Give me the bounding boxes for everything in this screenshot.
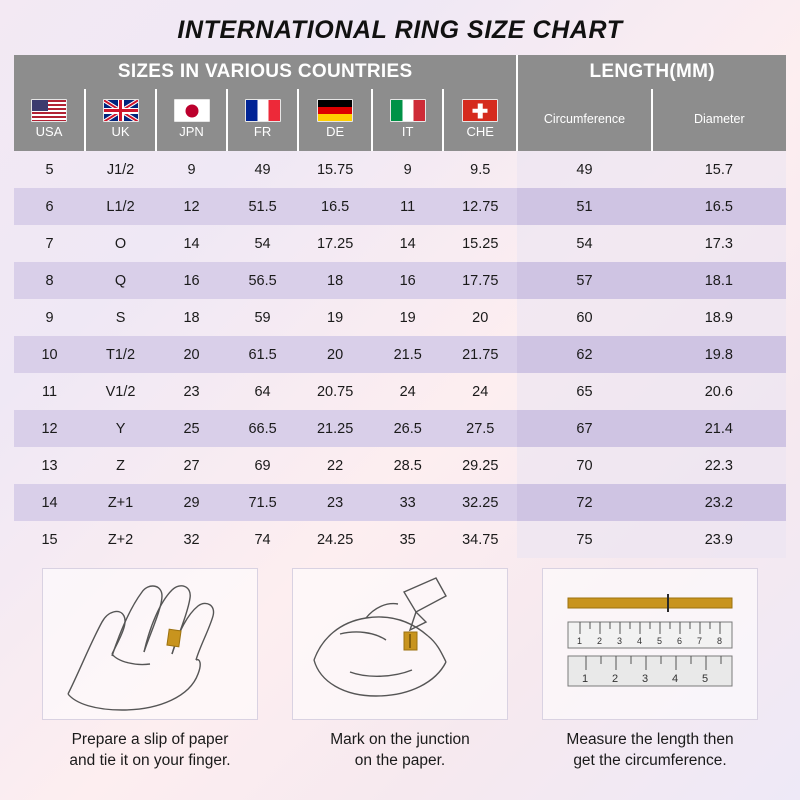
table-cell: 21.25 xyxy=(298,410,372,447)
column-header-it xyxy=(372,89,443,151)
group-header-length: LENGTH(MM) xyxy=(517,55,786,89)
table-cell: 21.75 xyxy=(443,336,517,373)
column-header-che xyxy=(443,89,517,151)
instruction-step-3 xyxy=(542,568,758,772)
table-cell: 12 xyxy=(156,188,227,225)
table-cell: 9.5 xyxy=(470,161,491,178)
table-cell: 18.9 xyxy=(652,299,786,336)
svg-text:2: 2 xyxy=(597,636,603,646)
table-cell: 24 xyxy=(399,383,416,400)
table-cell: 54 xyxy=(254,235,271,252)
table-cell: 70 xyxy=(517,447,651,484)
column-label-uk: UK xyxy=(111,124,130,139)
italy-flag-icon xyxy=(390,99,426,122)
table-cell: 32 xyxy=(183,531,200,548)
table-cell: L1/2 xyxy=(85,188,156,225)
table-cell: 51.5 xyxy=(227,188,298,225)
table-row xyxy=(14,188,786,225)
table-cell: 18.1 xyxy=(652,262,786,299)
instructions-section xyxy=(14,568,786,772)
usa-flag-icon xyxy=(31,99,67,122)
table-body xyxy=(14,151,786,558)
table-cell: 6 xyxy=(14,188,85,225)
table-cell: 17.25 xyxy=(316,235,354,252)
table-row xyxy=(14,151,786,188)
column-header-uk xyxy=(85,89,156,151)
column-label-circumference: Circumference xyxy=(543,112,626,126)
table-cell: 18 xyxy=(183,309,200,326)
table-cell: 65 xyxy=(517,373,651,410)
table-cell: 27.5 xyxy=(443,410,517,447)
switzerland-flag-icon xyxy=(462,99,498,122)
svg-text:1: 1 xyxy=(577,636,583,646)
germany-flag-icon xyxy=(317,99,353,122)
table-cell: 67 xyxy=(517,410,651,447)
column-label-de: DE xyxy=(326,124,345,139)
table-row xyxy=(14,447,786,484)
table-cell: 15.25 xyxy=(462,235,499,252)
table-cell: 69 xyxy=(254,457,271,474)
table-cell: 62 xyxy=(517,336,651,373)
table-cell: 18 xyxy=(298,262,372,299)
table-cell: 56.5 xyxy=(227,262,298,299)
svg-text:5: 5 xyxy=(702,673,709,685)
table-cell: 49 xyxy=(254,161,271,178)
table-cell: 27 xyxy=(183,457,200,474)
table-cell: 15 xyxy=(41,531,58,548)
svg-text:4: 4 xyxy=(672,673,679,685)
column-label-usa: USA xyxy=(35,124,63,139)
table-cell: 28.5 xyxy=(393,457,422,474)
table-cell: 17.75 xyxy=(443,262,517,299)
table-cell: 64 xyxy=(254,383,271,400)
group-header-sizes: SIZES IN VARIOUS COUNTRIES xyxy=(14,55,517,89)
table-cell: 7 xyxy=(45,235,54,252)
table-cell: 14 xyxy=(183,235,200,252)
table-cell: 9 xyxy=(45,309,54,326)
table-cell: T1/2 xyxy=(85,336,156,373)
table-cell: O xyxy=(114,235,127,252)
column-header-de xyxy=(298,89,372,151)
table-row xyxy=(14,262,786,299)
table-cell: 33 xyxy=(372,484,443,521)
table-cell: 12.75 xyxy=(443,188,517,225)
column-label-diameter: Diameter xyxy=(693,112,745,126)
table-cell: 35 xyxy=(399,531,416,548)
hand-with-paper-strip-icon xyxy=(42,568,258,720)
column-label-it: IT xyxy=(401,124,414,139)
table-row xyxy=(14,336,786,373)
table-row xyxy=(14,225,786,262)
table-cell: 9 xyxy=(403,161,412,178)
svg-text:4: 4 xyxy=(637,636,643,646)
svg-text:7: 7 xyxy=(697,636,703,646)
table-cell: 29.25 xyxy=(462,457,499,474)
table-cell: 16.5 xyxy=(652,188,786,225)
table-cell: Z xyxy=(116,457,125,474)
table-cell: Q xyxy=(85,262,156,299)
page-title: INTERNATIONAL RING SIZE CHART xyxy=(177,16,623,44)
table-cell: 23.2 xyxy=(652,484,786,521)
instruction-step-1 xyxy=(42,568,258,772)
table-row xyxy=(14,410,786,447)
table-country-header-row xyxy=(14,89,786,151)
table-cell: 19 xyxy=(327,309,344,326)
table-cell: 23.9 xyxy=(652,521,786,558)
table-cell: 16 xyxy=(372,262,443,299)
table-cell: 61.5 xyxy=(227,336,298,373)
table-cell: 16.5 xyxy=(298,188,372,225)
column-header-circumference xyxy=(517,89,651,151)
table-cell: 14 xyxy=(399,235,416,252)
table-cell: 17.3 xyxy=(652,225,786,262)
column-header-diameter xyxy=(652,89,786,151)
table-cell: 22 xyxy=(327,457,344,474)
table-cell: 26.5 xyxy=(372,410,443,447)
table-group-header-row xyxy=(14,55,786,89)
table-cell: 23 xyxy=(183,383,200,400)
table-cell: 10 xyxy=(14,336,85,373)
svg-text:1: 1 xyxy=(582,673,589,685)
table-cell: 9 xyxy=(187,161,196,178)
table-cell: 15.75 xyxy=(316,161,354,178)
table-cell: Y xyxy=(85,410,156,447)
table-row xyxy=(14,299,786,336)
table-cell: 60 xyxy=(517,299,651,336)
table-cell: 24.25 xyxy=(316,531,354,548)
table-row xyxy=(14,373,786,410)
table-cell: 11 xyxy=(41,383,58,400)
table-cell: 29 xyxy=(156,484,227,521)
table-cell: 8 xyxy=(14,262,85,299)
table-cell: 34.75 xyxy=(462,531,499,548)
table-cell: 21.4 xyxy=(652,410,786,447)
svg-text:6: 6 xyxy=(677,636,683,646)
table-cell: 32.25 xyxy=(443,484,517,521)
ring-size-table xyxy=(14,55,786,558)
instruction-caption-2: Mark on the junction on the paper. xyxy=(330,731,470,769)
table-cell: 51 xyxy=(517,188,651,225)
table-cell: 15.7 xyxy=(652,151,786,188)
table-cell: 74 xyxy=(254,531,271,548)
column-header-jpn xyxy=(156,89,227,151)
table-cell: 23 xyxy=(298,484,372,521)
table-cell: 57 xyxy=(517,262,651,299)
svg-text:8: 8 xyxy=(717,636,723,646)
table-row xyxy=(14,484,786,521)
instruction-caption-3: Measure the length then get the circumference. xyxy=(566,731,734,769)
table-cell: 22.3 xyxy=(652,447,786,484)
table-cell: 20 xyxy=(472,309,489,326)
table-cell: 71.5 xyxy=(227,484,298,521)
pen-marking-paper-icon xyxy=(292,568,508,720)
table-cell: 66.5 xyxy=(227,410,298,447)
table-cell: 5 xyxy=(45,161,54,178)
table-cell: 19 xyxy=(399,309,416,326)
table-cell: 16 xyxy=(156,262,227,299)
table-cell: Z+1 xyxy=(85,484,156,521)
column-label-fr: FR xyxy=(253,124,272,139)
column-label-che: CHE xyxy=(466,124,494,139)
table-cell: 75 xyxy=(517,521,651,558)
table-cell: 24 xyxy=(472,383,489,400)
table-cell: 20.75 xyxy=(316,383,354,400)
table-row xyxy=(14,521,786,558)
table-cell: 59 xyxy=(254,309,271,326)
table-cell: 13 xyxy=(41,457,58,474)
column-header-usa xyxy=(14,89,85,151)
table-cell: 20.6 xyxy=(652,373,786,410)
svg-text:3: 3 xyxy=(642,673,649,685)
japan-flag-icon xyxy=(174,99,210,122)
table-cell: V1/2 xyxy=(105,383,136,400)
table-cell: 11 xyxy=(372,188,443,225)
instruction-step-2 xyxy=(292,568,508,772)
table-cell: 49 xyxy=(517,151,651,188)
table-cell: 20 xyxy=(298,336,372,373)
table-head xyxy=(14,55,786,151)
ruler-measuring-strip-icon xyxy=(542,568,758,720)
instruction-caption-1: Prepare a slip of paper and tie it on your finger. xyxy=(69,731,231,769)
svg-text:3: 3 xyxy=(617,636,623,646)
table-cell: 19.8 xyxy=(652,336,786,373)
svg-text:2: 2 xyxy=(612,673,619,685)
table-cell: J1/2 xyxy=(106,161,135,178)
column-label-jpn: JPN xyxy=(179,124,204,139)
svg-text:5: 5 xyxy=(657,636,663,646)
column-header-fr xyxy=(227,89,298,151)
uk-flag-icon xyxy=(103,99,139,122)
table-cell: 25 xyxy=(156,410,227,447)
france-flag-icon xyxy=(245,99,281,122)
table-cell: 20 xyxy=(156,336,227,373)
table-cell: 12 xyxy=(14,410,85,447)
table-cell: 14 xyxy=(14,484,85,521)
table-cell: S xyxy=(115,309,126,326)
table-cell: 72 xyxy=(517,484,651,521)
table-cell: 54 xyxy=(517,225,651,262)
table-cell: 21.5 xyxy=(372,336,443,373)
table-cell: Z+2 xyxy=(107,531,134,548)
